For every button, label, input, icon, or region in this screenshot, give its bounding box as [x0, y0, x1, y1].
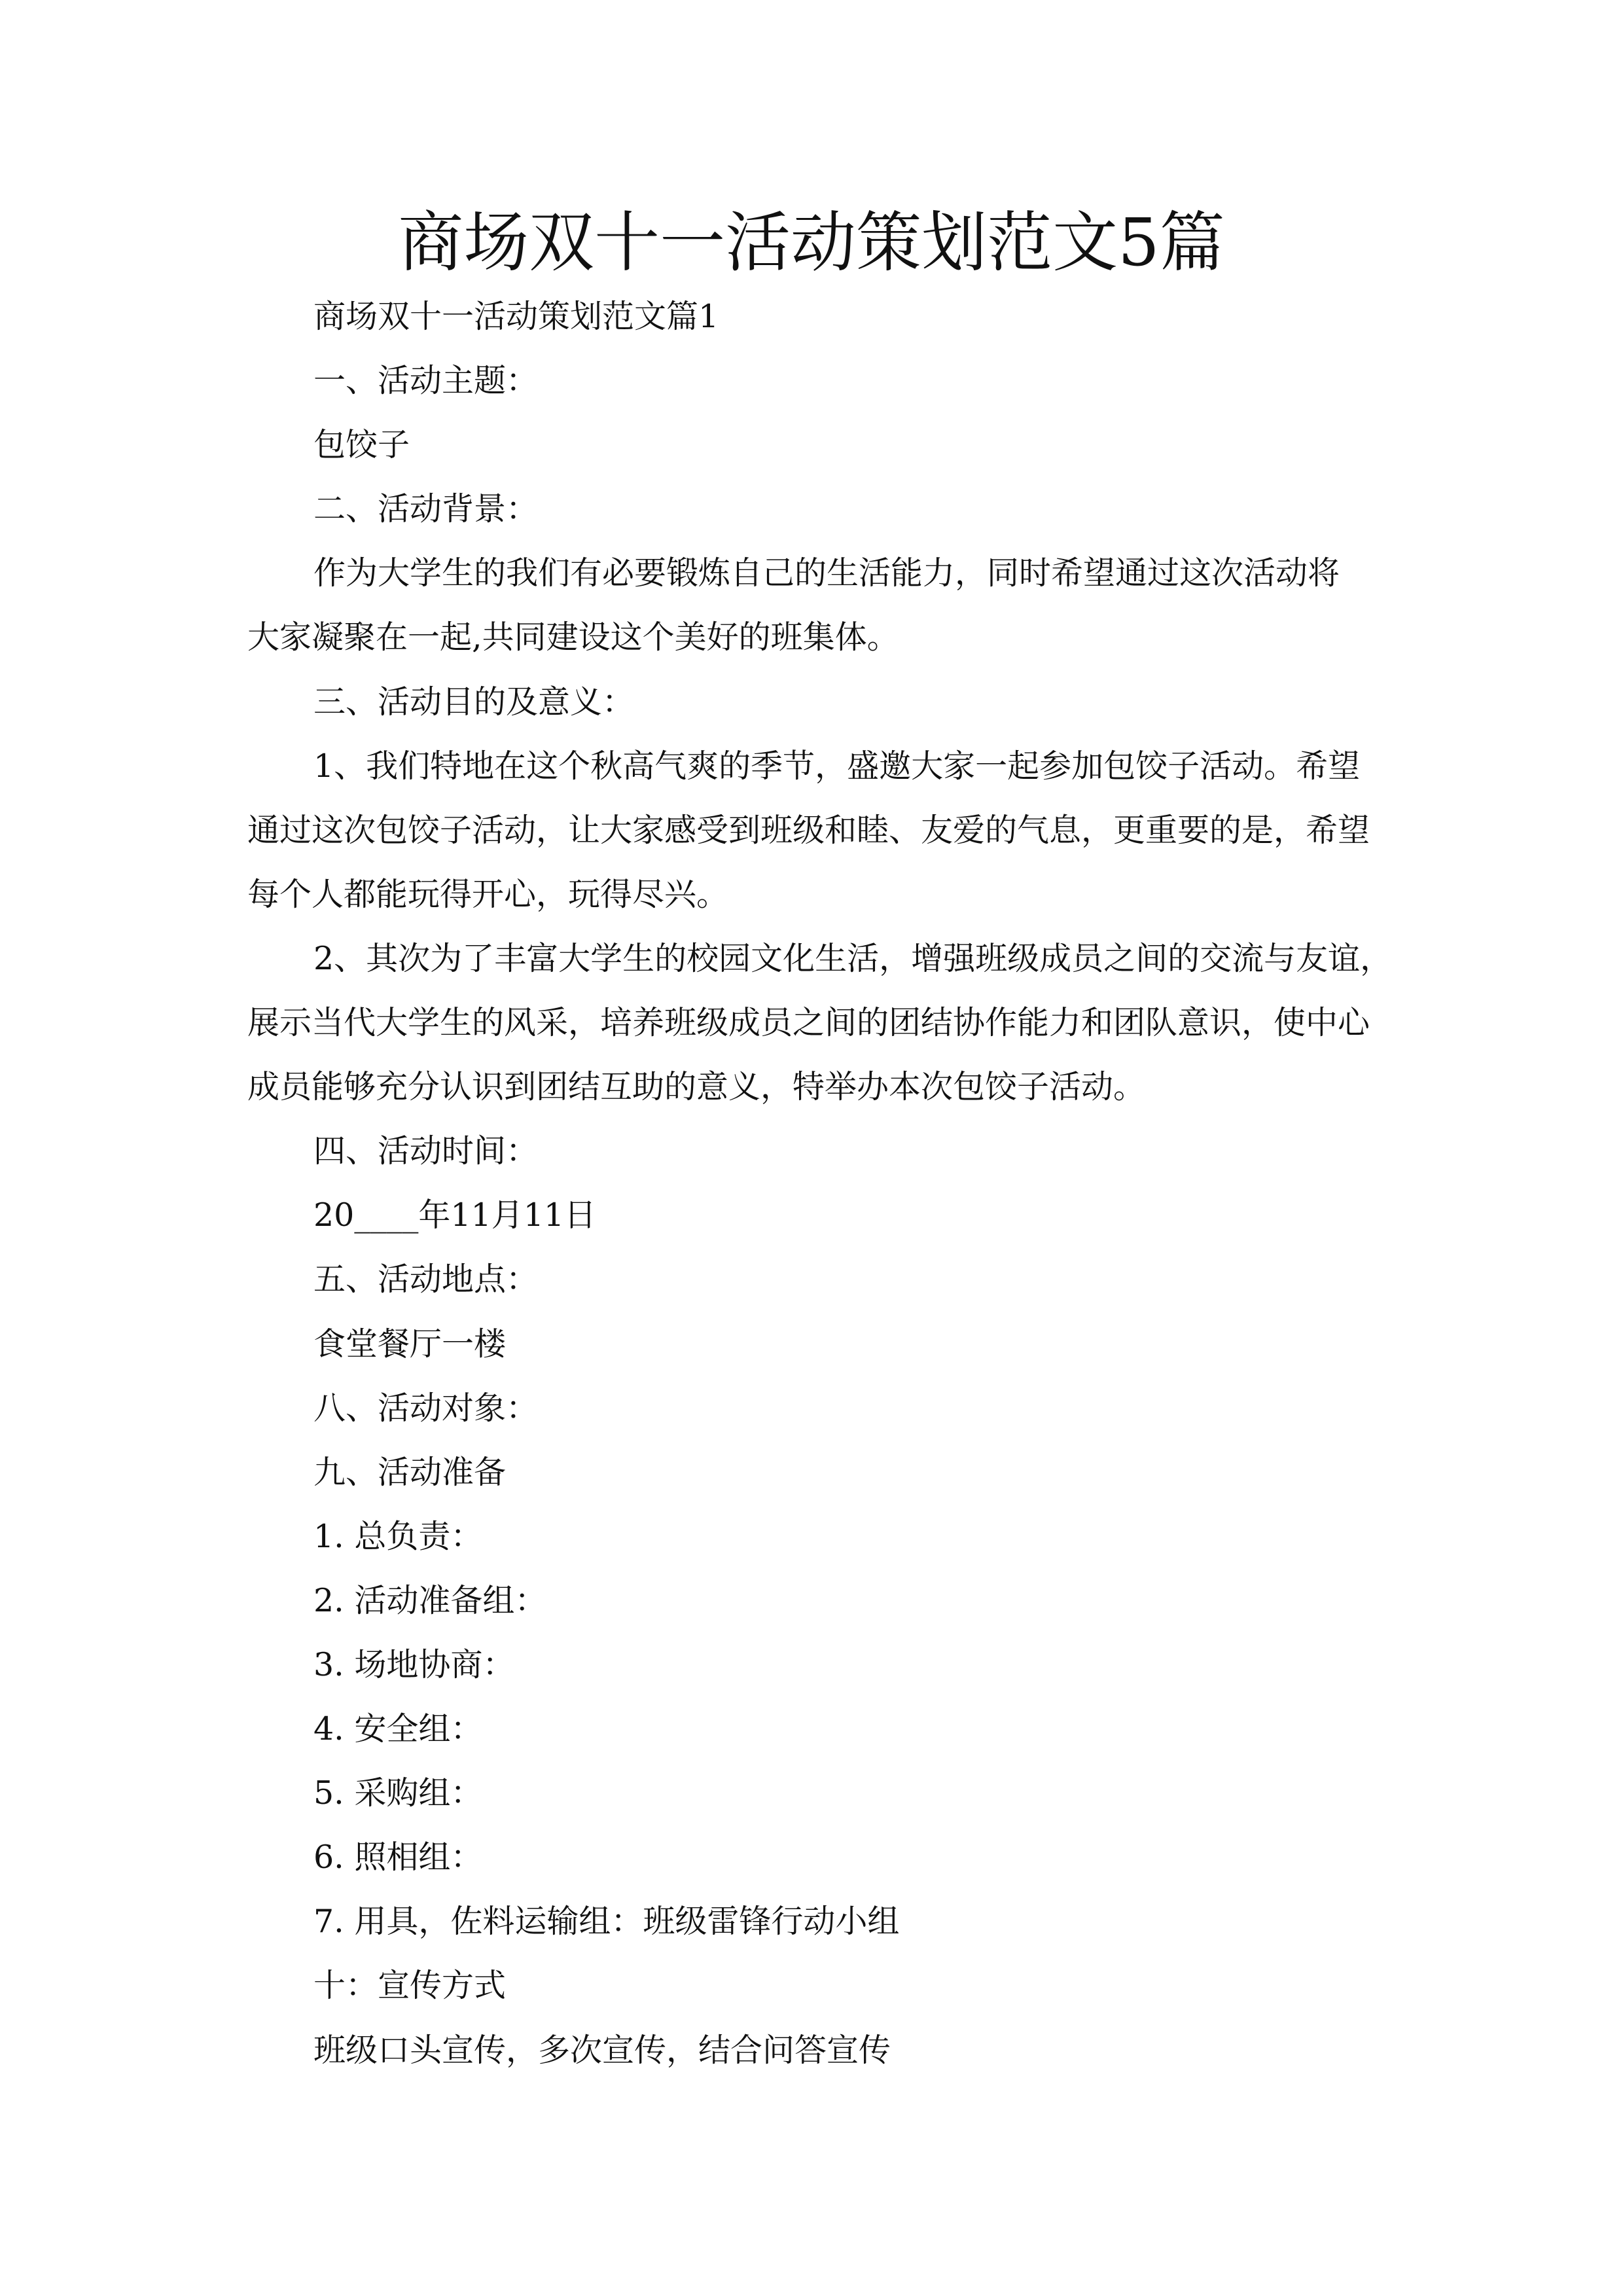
text-line: 1、我们特地在这个秋高气爽的季节，盛邀大家一起参加包饺子活动。希望	[313, 747, 1361, 785]
text-line: 三、活动目的及意义：	[313, 683, 635, 721]
document-title: 商场双十一活动策划范文5篇	[398, 204, 1225, 281]
text-line: 包饺子	[313, 426, 410, 464]
text-line: 2. 活动准备组：	[313, 1581, 547, 1619]
text-line: 大家凝聚在一起,共同建设这个美好的班集体。	[247, 619, 899, 656]
text-line: 四、活动时间：	[313, 1132, 539, 1170]
text-line: 20____年11月11日	[313, 1196, 597, 1234]
text-line: 展示当代大学生的风采，培养班级成员之间的团结协作能力和团队意识，使中心	[247, 1004, 1370, 1042]
text-line: 八、活动对象：	[313, 1389, 539, 1427]
text-line: 3. 场地协商：	[313, 1645, 515, 1683]
text-line: 5. 采购组：	[313, 1774, 483, 1812]
text-line: 7. 用具，佐料运输组：班级雷锋行动小组	[313, 1903, 900, 1941]
text-line: 2、其次为了丰富大学生的校园文化生活，增强班级成员之间的交流与友谊，	[313, 939, 1393, 977]
text-line: 二、活动背景：	[313, 490, 539, 528]
text-line: 6. 照相组：	[313, 1839, 483, 1876]
text-line: 一、活动主题：	[313, 362, 539, 400]
text-line: 班级口头宣传，多次宣传，结合问答宣传	[313, 2031, 891, 2069]
text-line: 食堂餐厅一楼	[313, 1325, 507, 1363]
text-line: 五、活动地点：	[313, 1261, 539, 1299]
text-line: 十：宣传方式	[313, 1967, 507, 2005]
text-line: 4. 安全组：	[313, 1710, 483, 1748]
text-line: 通过这次包饺子活动，让大家感受到班级和睦、友爱的气息，更重要的是，希望	[247, 811, 1370, 849]
document-body	[247, 285, 1399, 2083]
text-line: 成员能够充分认识到团结互助的意义，特举办本次包饺子活动。	[247, 1068, 1146, 1106]
text-line: 九、活动准备	[313, 1453, 507, 1491]
text-line: 商场双十一活动策划范文篇1	[313, 298, 719, 335]
text-line: 1. 总负责：	[313, 1517, 483, 1555]
text-line: 每个人都能玩得开心，玩得尽兴。	[247, 875, 729, 913]
text-line: 作为大学生的我们有必要锻炼自己的生活能力，同时希望通过这次活动将	[313, 554, 1340, 592]
